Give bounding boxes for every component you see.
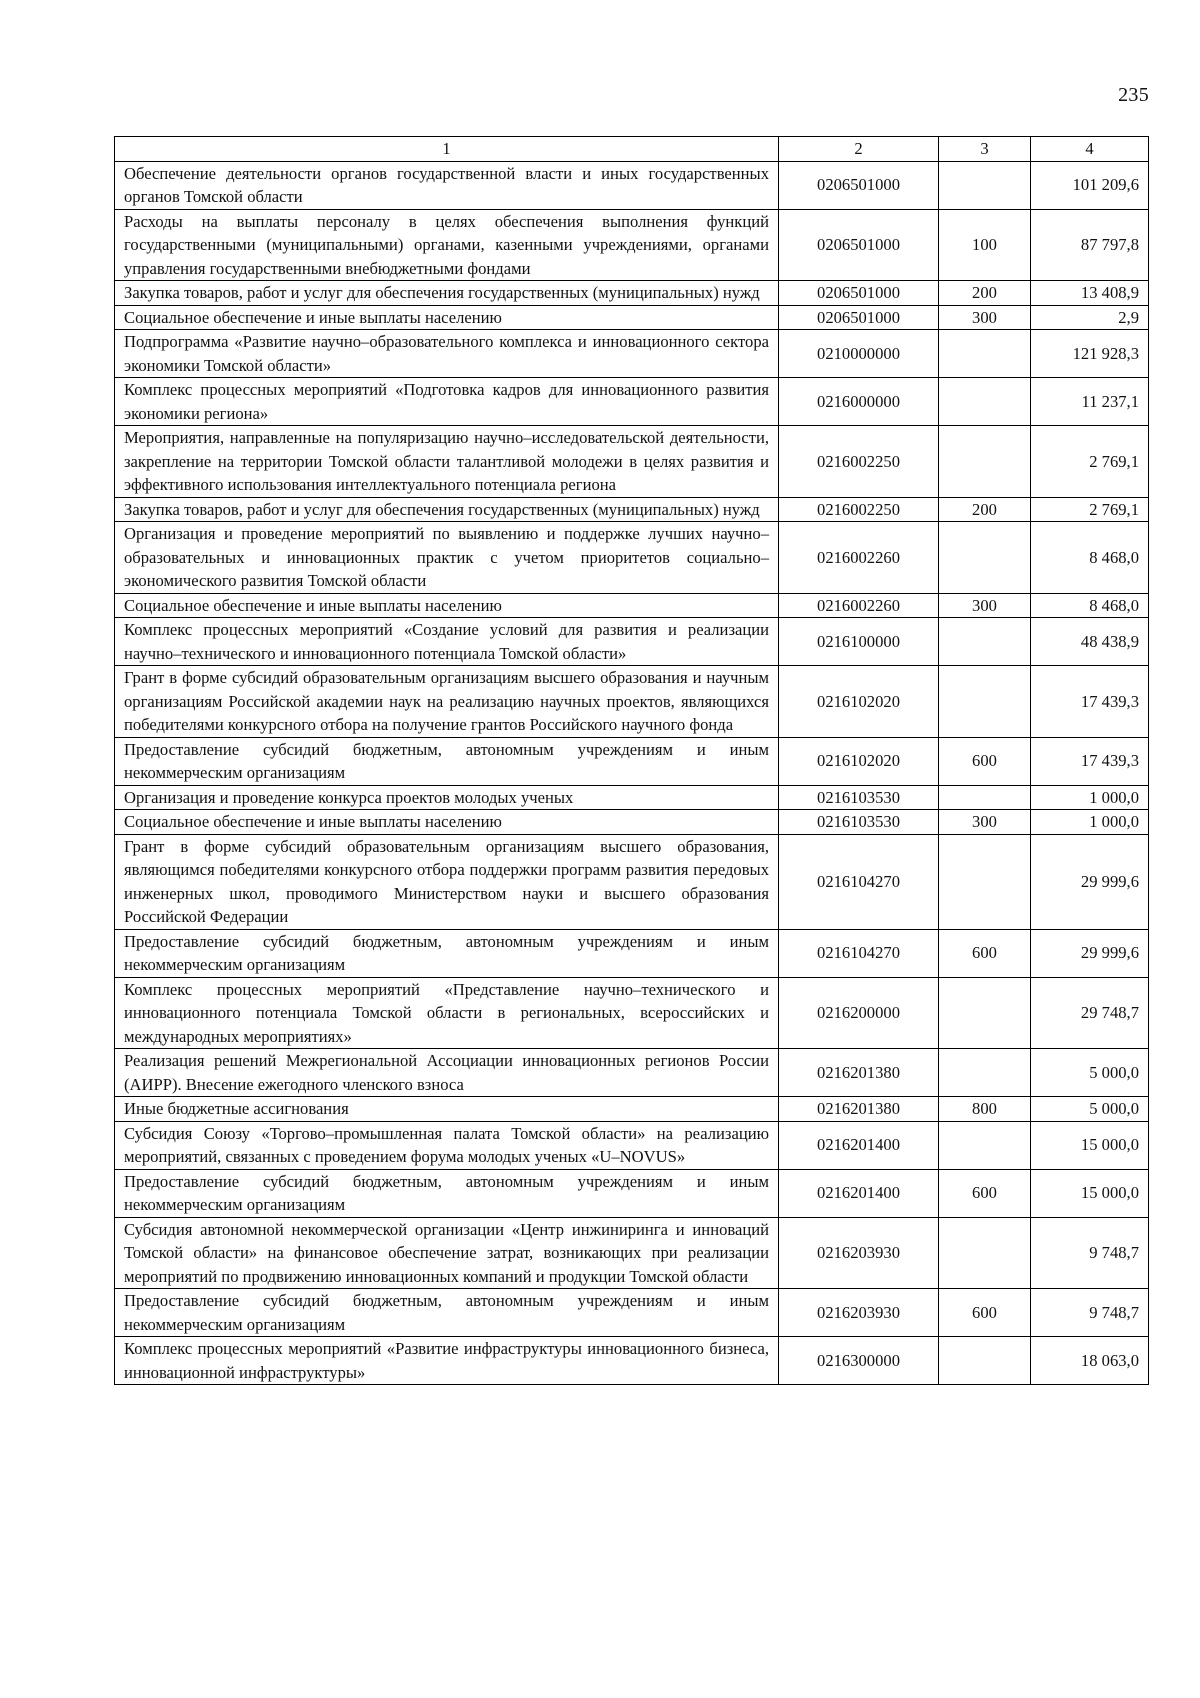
- row-description: Расходы на выплаты персоналу в целях обеспечения выполнения функций государственными (муниципальными) органами, казенными учреждениями, органами управления государственными внебюджетными фондами: [115, 209, 779, 281]
- row-expense-type: 600: [939, 929, 1031, 977]
- row-target-code: 0216002260: [779, 593, 939, 618]
- table-row: [115, 593, 1149, 618]
- row-amount: 17 439,3: [1031, 666, 1149, 738]
- row-amount: 15 000,0: [1031, 1169, 1149, 1217]
- table-row: [115, 1049, 1149, 1097]
- row-amount: 9 748,7: [1031, 1217, 1149, 1289]
- row-description: Социальное обеспечение и иные выплаты населению: [115, 810, 779, 835]
- row-description: Субсидия Союзу «Торгово–промышленная палата Томской области» на реализацию мероприятий, связанных с проведением форума молодых ученых «U–NOVUS»: [115, 1121, 779, 1169]
- row-description: Социальное обеспечение и иные выплаты населению: [115, 305, 779, 330]
- row-expense-type: 800: [939, 1097, 1031, 1122]
- row-amount: 29 999,6: [1031, 834, 1149, 929]
- row-amount: 18 063,0: [1031, 1337, 1149, 1385]
- row-description: Закупка товаров, работ и услуг для обеспечения государственных (муниципальных) нужд: [115, 497, 779, 522]
- row-amount: 101 209,6: [1031, 161, 1149, 209]
- row-expense-type: [939, 785, 1031, 810]
- column-header-2: 2: [779, 137, 939, 162]
- table-row: [115, 1169, 1149, 1217]
- column-header-1: 1: [115, 137, 779, 162]
- row-description: Предоставление субсидий бюджетным, автономным учреждениям и иным некоммерческим организациям: [115, 737, 779, 785]
- row-description: Субсидия автономной некоммерческой организации «Центр инжиниринга и инноваций Томской области» на финансовое обеспечение затрат, возникающих при реализации мероприятий по продвижению инновационных компаний и продукции Томской области: [115, 1217, 779, 1289]
- row-description: Социальное обеспечение и иные выплаты населению: [115, 593, 779, 618]
- row-amount: 29 999,6: [1031, 929, 1149, 977]
- budget-table: [114, 136, 1149, 1385]
- row-target-code: 0216100000: [779, 618, 939, 666]
- row-target-code: 0216200000: [779, 977, 939, 1049]
- row-target-code: 0216300000: [779, 1337, 939, 1385]
- row-expense-type: 200: [939, 281, 1031, 306]
- row-target-code: 0216002250: [779, 497, 939, 522]
- table-row: [115, 497, 1149, 522]
- row-amount: 5 000,0: [1031, 1097, 1149, 1122]
- row-target-code: 0216104270: [779, 834, 939, 929]
- table-row: [115, 929, 1149, 977]
- row-expense-type: [939, 522, 1031, 594]
- table-row: [115, 426, 1149, 498]
- table-row: [115, 1289, 1149, 1337]
- row-amount: 2,9: [1031, 305, 1149, 330]
- table-row: [115, 330, 1149, 378]
- page-number: 235: [1118, 84, 1149, 106]
- table-row: [115, 977, 1149, 1049]
- row-target-code: 0206501000: [779, 209, 939, 281]
- row-target-code: 0206501000: [779, 305, 939, 330]
- table-row: [115, 1337, 1149, 1385]
- row-description: Иные бюджетные ассигнования: [115, 1097, 779, 1122]
- row-target-code: 0216201400: [779, 1121, 939, 1169]
- row-expense-type: [939, 1121, 1031, 1169]
- table-row: [115, 1121, 1149, 1169]
- row-amount: 9 748,7: [1031, 1289, 1149, 1337]
- row-expense-type: [939, 1217, 1031, 1289]
- row-target-code: 0206501000: [779, 281, 939, 306]
- row-amount: 1 000,0: [1031, 785, 1149, 810]
- table-header: [115, 137, 1149, 162]
- table-row: [115, 305, 1149, 330]
- row-description: Комплекс процессных мероприятий «Создание условий для развития и реализации научно–технического и инновационного потенциала Томской области»: [115, 618, 779, 666]
- table-row: [115, 281, 1149, 306]
- row-expense-type: 200: [939, 497, 1031, 522]
- row-description: Комплекс процессных мероприятий «Представление научно–технического и инновационного потенциала Томской области в региональных, всероссийских и международных мероприятиях»: [115, 977, 779, 1049]
- row-amount: 8 468,0: [1031, 593, 1149, 618]
- row-expense-type: [939, 378, 1031, 426]
- row-target-code: 0216201380: [779, 1097, 939, 1122]
- row-amount: 8 468,0: [1031, 522, 1149, 594]
- row-target-code: 0210000000: [779, 330, 939, 378]
- table-row: [115, 810, 1149, 835]
- row-amount: 121 928,3: [1031, 330, 1149, 378]
- row-expense-type: [939, 1337, 1031, 1385]
- row-expense-type: [939, 834, 1031, 929]
- row-amount: 2 769,1: [1031, 426, 1149, 498]
- row-expense-type: [939, 1049, 1031, 1097]
- row-description: Организация и проведение мероприятий по выявлению и поддержке лучших научно–образовательных и инновационных практик с учетом приоритетов социально–экономического развития Томской области: [115, 522, 779, 594]
- table-row: [115, 666, 1149, 738]
- row-expense-type: [939, 161, 1031, 209]
- row-amount: 48 438,9: [1031, 618, 1149, 666]
- row-description: Грант в форме субсидий образовательным организациям высшего образования и научным организациям Российской академии наук на реализацию научных проектов, являющихся победителями конкурсного отбора на получение грантов Российского научного фонда: [115, 666, 779, 738]
- row-amount: 87 797,8: [1031, 209, 1149, 281]
- row-target-code: 0216102020: [779, 666, 939, 738]
- row-expense-type: [939, 666, 1031, 738]
- table-row: [115, 737, 1149, 785]
- table-row: [115, 785, 1149, 810]
- row-description: Мероприятия, направленные на популяризацию научно–исследовательской деятельности, закрепление на территории Томской области талантливой молодежи в целях развития и эффективного использования интеллектуального потенциала региона: [115, 426, 779, 498]
- row-description: Закупка товаров, работ и услуг для обеспечения государственных (муниципальных) нужд: [115, 281, 779, 306]
- row-target-code: 0216102020: [779, 737, 939, 785]
- row-target-code: 0216002250: [779, 426, 939, 498]
- row-description: Комплекс процессных мероприятий «Развитие инфраструктуры инновационного бизнеса, инновационной инфраструктуры»: [115, 1337, 779, 1385]
- table-body: [115, 161, 1149, 1385]
- row-expense-type: 300: [939, 810, 1031, 835]
- row-target-code: 0216203930: [779, 1289, 939, 1337]
- row-amount: 29 748,7: [1031, 977, 1149, 1049]
- row-target-code: 0216002260: [779, 522, 939, 594]
- row-target-code: 0216201400: [779, 1169, 939, 1217]
- table-row: [115, 834, 1149, 929]
- row-amount: 15 000,0: [1031, 1121, 1149, 1169]
- row-description: Предоставление субсидий бюджетным, автономным учреждениям и иным некоммерческим организациям: [115, 1169, 779, 1217]
- row-amount: 17 439,3: [1031, 737, 1149, 785]
- row-target-code: 0216203930: [779, 1217, 939, 1289]
- row-target-code: 0206501000: [779, 161, 939, 209]
- row-expense-type: 300: [939, 305, 1031, 330]
- row-amount: 13 408,9: [1031, 281, 1149, 306]
- row-expense-type: 100: [939, 209, 1031, 281]
- row-expense-type: [939, 426, 1031, 498]
- table-row: [115, 1217, 1149, 1289]
- header-row: [115, 137, 1149, 162]
- row-amount: 2 769,1: [1031, 497, 1149, 522]
- row-description: Комплекс процессных мероприятий «Подготовка кадров для инновационного развития экономики региона»: [115, 378, 779, 426]
- row-expense-type: [939, 330, 1031, 378]
- table-row: [115, 209, 1149, 281]
- row-description: Предоставление субсидий бюджетным, автономным учреждениям и иным некоммерческим организациям: [115, 1289, 779, 1337]
- row-expense-type: 300: [939, 593, 1031, 618]
- row-target-code: 0216103530: [779, 810, 939, 835]
- row-amount: 11 237,1: [1031, 378, 1149, 426]
- row-description: Грант в форме субсидий образовательным организациям высшего образования, являющимся победителями конкурсного отбора поддержки программ развития передовых инженерных школ, проводимого Министерством науки и высшего образования Российской Федерации: [115, 834, 779, 929]
- table-row: [115, 618, 1149, 666]
- table-row: [115, 1097, 1149, 1122]
- table-row: [115, 161, 1149, 209]
- row-description: Подпрограмма «Развитие научно–образовательного комплекса и инновационного сектора экономики Томской области»: [115, 330, 779, 378]
- row-target-code: 0216104270: [779, 929, 939, 977]
- row-description: Организация и проведение конкурса проектов молодых ученых: [115, 785, 779, 810]
- row-expense-type: [939, 977, 1031, 1049]
- row-expense-type: 600: [939, 1169, 1031, 1217]
- row-expense-type: [939, 618, 1031, 666]
- column-header-4: 4: [1031, 137, 1149, 162]
- row-expense-type: 600: [939, 737, 1031, 785]
- row-expense-type: 600: [939, 1289, 1031, 1337]
- row-description: Реализация решений Межрегиональной Ассоциации инновационных регионов России (АИРР). Внесение ежегодного членского взноса: [115, 1049, 779, 1097]
- table-row: [115, 522, 1149, 594]
- row-amount: 5 000,0: [1031, 1049, 1149, 1097]
- row-description: Предоставление субсидий бюджетным, автономным учреждениям и иным некоммерческим организациям: [115, 929, 779, 977]
- row-target-code: 0216103530: [779, 785, 939, 810]
- table-row: [115, 378, 1149, 426]
- row-description: Обеспечение деятельности органов государственной власти и иных государственных органов Томской области: [115, 161, 779, 209]
- row-target-code: 0216000000: [779, 378, 939, 426]
- column-header-3: 3: [939, 137, 1031, 162]
- row-amount: 1 000,0: [1031, 810, 1149, 835]
- row-target-code: 0216201380: [779, 1049, 939, 1097]
